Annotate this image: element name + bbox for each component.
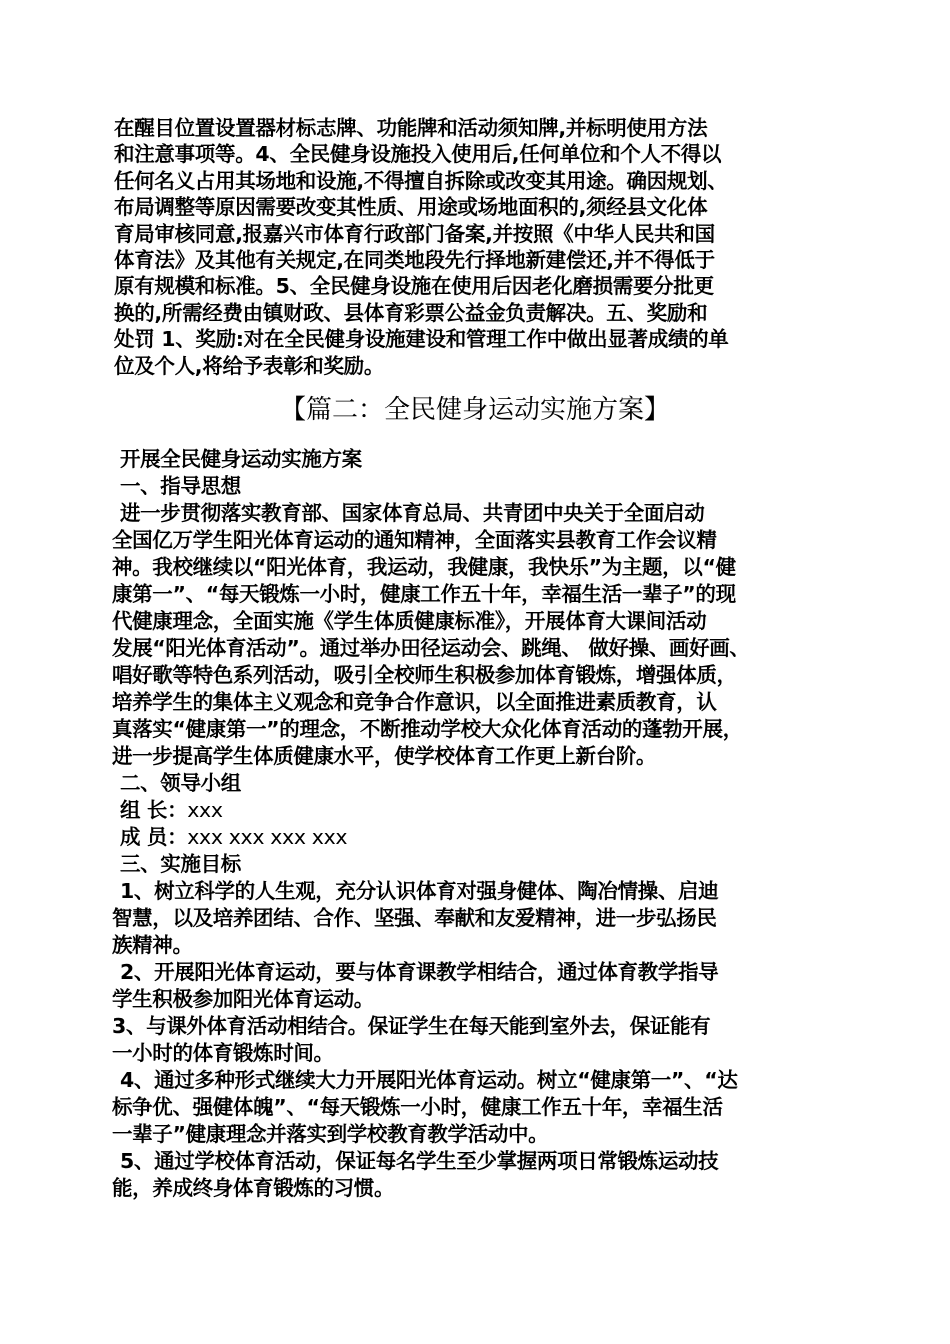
- text-line: 真落实“健康第一”的理念，不断推动学校大众化体育活动的蓬勃开展，: [112, 717, 743, 741]
- text-line: 神。我校继续以“阳光体育，我运动，我健康，我快乐”为主题，以“健: [112, 555, 736, 579]
- text-line: 育局审核同意,报嘉兴市体育行政部门备案,并按照《中华人民共和国: [114, 221, 715, 246]
- leader-label: 组 长：: [120, 798, 188, 822]
- text-line: 在醒目位置设置器材标志牌、功能牌和活动须知牌,并标明使用方法: [114, 116, 708, 140]
- member-row: [112, 824, 852, 851]
- text-line: 发展“阳光体育活动”。通过举办田径运动会、跳绳、 做好操、画好画、: [112, 636, 750, 660]
- goal-line: 1、树立科学的人生观，充分认识体育对强身健体、陶冶情操、启迪: [120, 879, 719, 903]
- text-line: 进一步提高学生体质健康水平，使学校体育工作更上新台阶。: [112, 744, 657, 768]
- goal-line: 2、开展阳光体育运动，要与体育课教学相结合，通过体育教学指导: [120, 960, 719, 984]
- text-line: 位及个人,将给予表彰和奖励。: [114, 353, 385, 378]
- section2-text: [112, 446, 852, 1202]
- text-line: 进一步贯彻落实教育部、国家体育总局、共青团中央关于全面启动: [120, 501, 705, 525]
- goal-line: 3、与课外体育活动相结合。保证学生在每天能到室外去，保证能有: [112, 1014, 711, 1038]
- goal-line: 标争优、强健体魄”、“每天锻炼一小时，健康工作五十年，幸福生活: [112, 1095, 723, 1119]
- member-value: xxx xxx xxx xxx: [187, 825, 348, 849]
- text-line: 体育法》及其他有关规定,在同类地段先行择地新建偿还,并不得低于: [114, 248, 715, 273]
- text-line: 处罚 1、奖励:对在全民健身设施建设和管理工作中做出显著成绩的单: [114, 327, 729, 352]
- heading-guide: 一、指导思想: [120, 474, 241, 498]
- heading-goals: 三、实施目标: [120, 852, 241, 876]
- text-line: 唱好歌等特色系列活动，吸引全校师生积极参加体育锻炼，增强体质，: [112, 663, 737, 687]
- goal-line: 一辈子”健康理念并落实到学校教育教学活动中。: [112, 1122, 549, 1146]
- text-line: 和注意事项等。4、全民健身设施投入使用后,任何单位和个人不得以: [114, 142, 722, 167]
- leader-value: xxx: [187, 798, 223, 822]
- leader-row: [112, 797, 852, 824]
- text-line: 原有规模和标准。5、全民健身设施在使用后因老化磨损需要分批更: [114, 274, 714, 299]
- member-label: 成 员：: [120, 825, 188, 849]
- text-line: 布局调整等原因需要改变其性质、用途或场地面积的,须经县文化体: [114, 195, 708, 220]
- goal-line: 一小时的体育锻炼时间。: [112, 1041, 334, 1065]
- text-line: 任何名义占用其场地和设施,不得擅自拆除或改变其用途。确因规划、: [114, 168, 728, 193]
- text-line: 代健康理念，全面实施《学生体质健康标准》，开展体育大课间活动: [112, 609, 707, 633]
- heading-leadership: 二、领导小组: [120, 771, 241, 795]
- text-line: 培养学生的集体主义观念和竞争合作意识，以全面推进素质教育，认: [112, 690, 717, 714]
- goal-line: 能，养成终身体育锻炼的习惯。: [112, 1176, 395, 1200]
- goal-line: 4、通过多种形式继续大力开展阳光体育运动。树立“健康第一”、“达: [120, 1068, 738, 1092]
- goal-line: 学生积极参加阳光体育运动。: [112, 987, 374, 1011]
- chapter-title: 【篇二：全民健身运动实施方案】: [279, 395, 670, 425]
- text-line: 全国亿万学生阳光体育运动的通知精神，全面落实县教育工作会议精: [112, 528, 717, 552]
- section1-text: [114, 115, 840, 379]
- text-line: 换的,所需经费由镇财政、县体育彩票公益金负责解决。五、奖励和: [114, 300, 708, 325]
- text-line: 康第一”、“每天锻炼一小时，健康工作五十年，幸福生活一辈子”的现: [112, 582, 736, 606]
- goal-line: 5、通过学校体育活动，保证每名学生至少掌握两项日常锻炼运动技: [120, 1149, 719, 1173]
- goal-line: 族精神。: [112, 933, 193, 957]
- doc-title: 开展全民健身运动实施方案: [120, 447, 362, 471]
- goal-line: 智慧，以及培养团结、合作、坚强、奉献和友爱精神，进一步弘扬民: [112, 906, 717, 930]
